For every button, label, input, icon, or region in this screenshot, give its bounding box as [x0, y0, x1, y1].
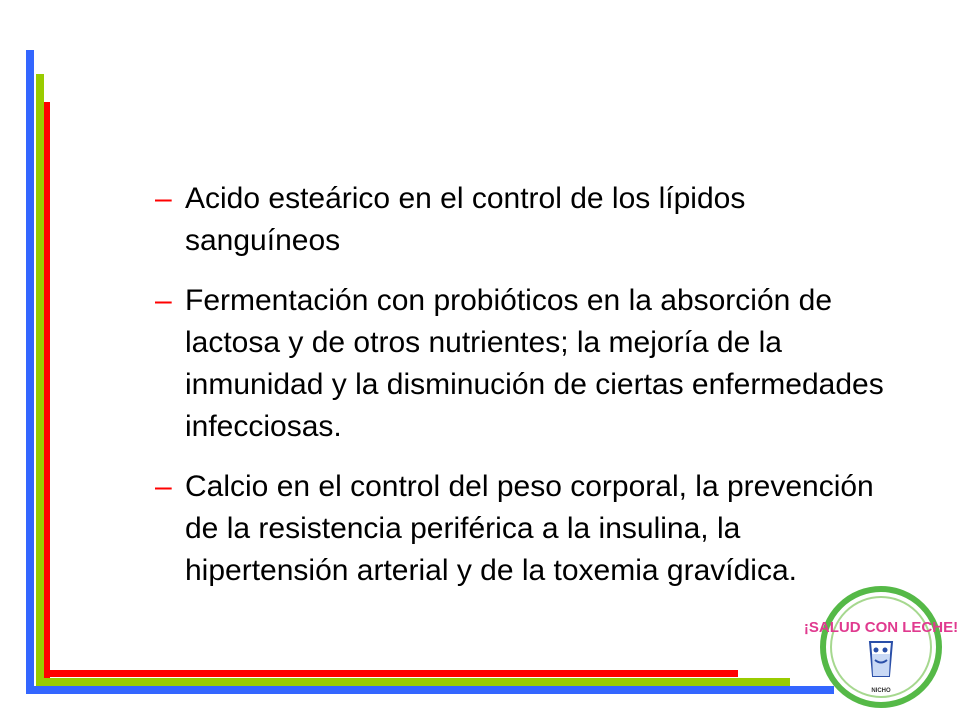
bullet-dash: – — [155, 284, 172, 317]
bullet-item — [155, 280, 895, 448]
bullet-text: Acido esteárico en el control de los lípidos sanguíneos — [185, 182, 746, 257]
border-horizontal-green — [36, 678, 790, 686]
bullet-item — [155, 466, 895, 592]
border-vertical-red — [44, 102, 50, 678]
border-vertical-blue — [26, 50, 34, 692]
bullet-item — [155, 178, 895, 262]
border-horizontal-red — [44, 670, 738, 677]
border-horizontal-blue — [26, 686, 834, 694]
milk-glass-icon — [870, 642, 892, 676]
border-vertical-green — [36, 74, 44, 684]
bullet-dash: – — [155, 182, 172, 215]
bullet-dash: – — [155, 470, 172, 503]
logo-text: ¡SALUD CON LECHE! — [803, 619, 959, 636]
bullet-text: Fermentación con probióticos en la absorción de lactosa y de otros nutrientes; la mejoría de la inmunidad y la disminución de ciertas enfermedades infecciosas. — [185, 284, 884, 443]
bullet-text: Calcio en el control del peso corporal, la prevención de la resistencia periférica a la insulina, la hipertensión arterial y de la toxemia gravídica. — [185, 470, 874, 587]
logo-graphic — [803, 584, 959, 710]
salud-con-leche-logo — [803, 584, 959, 710]
bullet-list — [155, 178, 895, 610]
logo-small-text: NICHO — [871, 688, 891, 694]
